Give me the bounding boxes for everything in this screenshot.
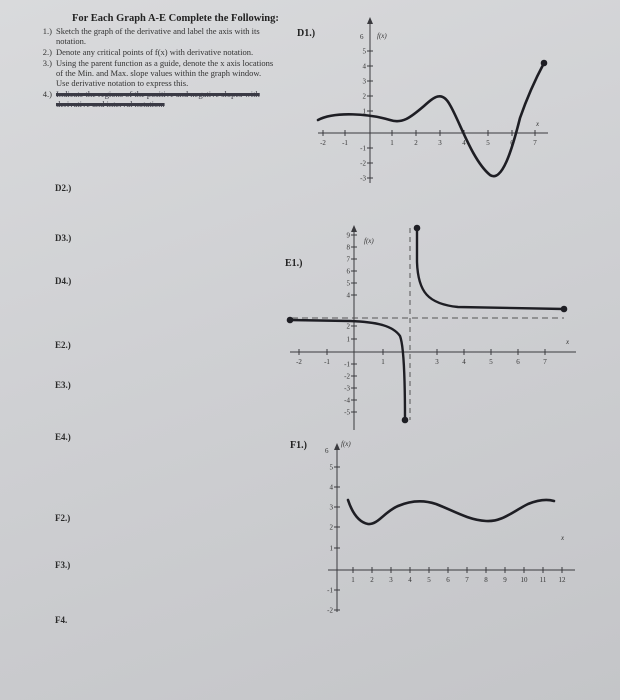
e1-y-tick-label: -4 xyxy=(344,396,350,405)
e1-x-tick-label: 7 xyxy=(543,358,547,366)
d1-y-tick-label: 1 xyxy=(362,107,366,116)
d1-y-tick-label: 2 xyxy=(362,92,366,101)
d1-curve xyxy=(318,63,544,176)
e1-y-tick-label: 6 xyxy=(346,267,350,276)
e1-y-arrow-icon xyxy=(351,225,357,232)
e1-y-tick-label: 4 xyxy=(346,291,350,300)
f1-x-tick-label: 10 xyxy=(520,576,528,584)
graph-d1 xyxy=(318,17,548,183)
instruction-text: Using the parent function as a guide, denote the x axis locations of the Min. and Max. slope values within the graph window. Use derivative notation to express this. xyxy=(56,58,274,88)
instruction-text: Sketch the graph of the derivative and label the axis with its notation. xyxy=(56,26,260,46)
f1-x-tick-label: 2 xyxy=(370,576,374,584)
f1-x-tick-label: 12 xyxy=(558,576,566,584)
f1-function-label: f(x) xyxy=(341,440,351,448)
f1-x-tick-label: 7 xyxy=(465,576,469,584)
instruction-text: Indicate the regions of the positive and negative slopes with derivative and interval notation. xyxy=(56,89,260,109)
e1-y-tick-label: 2 xyxy=(346,322,350,331)
f1-x-tick-label: 8 xyxy=(484,576,488,584)
d1-endpoint xyxy=(541,60,548,67)
answer-label-d4: D4.) xyxy=(55,276,72,286)
answer-label-d3: D3.) xyxy=(55,233,72,243)
e1-x-tick-label: 4 xyxy=(462,358,466,366)
f1-x-tick-label: 1 xyxy=(351,576,355,584)
d1-x-tick-label: -1 xyxy=(342,139,348,147)
d1-y-tick-label: -3 xyxy=(360,174,366,183)
e1-x-tick-label: 6 xyxy=(516,358,520,366)
f1-x-tick-label: 3 xyxy=(389,576,393,584)
answer-label-e4: E4.) xyxy=(55,432,71,442)
d1-y-tick-label: 4 xyxy=(362,62,366,71)
f1-x-tick-label: 11 xyxy=(539,576,547,584)
worksheet-title: For Each Graph A-E Complete the Following: xyxy=(72,13,279,24)
answer-label-f3: F3.) xyxy=(55,560,71,570)
f1-y-ticks xyxy=(327,464,340,615)
e1-left-endpoint xyxy=(287,317,294,324)
f1-x-tick-label: 6 xyxy=(446,576,450,584)
graph-label-d1: D1.) xyxy=(297,28,316,39)
e1-y-tick-label: 1 xyxy=(346,335,350,344)
f1-y-tick-label: 3 xyxy=(329,503,333,512)
answer-label-f4: F4. xyxy=(55,615,68,625)
answer-label-d2: D2.) xyxy=(55,183,72,193)
instruction-number: 4.) xyxy=(42,89,52,99)
graph-label-e1: E1.) xyxy=(285,258,303,269)
e1-y-tick-label: -2 xyxy=(344,372,350,381)
f1-y-arrow-icon xyxy=(334,443,340,450)
e1-x-tick-label: 1 xyxy=(381,358,385,366)
d1-x-tick-label: 6 xyxy=(510,139,514,147)
d1-y-tick-label: 5 xyxy=(362,47,366,56)
answer-label-f2: F2.) xyxy=(55,513,71,523)
e1-x-tick-label: -2 xyxy=(296,358,302,366)
e1-y-ticks xyxy=(344,232,357,417)
f1-y-tick-label: -2 xyxy=(327,606,333,615)
f1-x-tick-label: 4 xyxy=(408,576,412,584)
instruction-text: Denote any critical points of f(x) with derivative notation. xyxy=(56,47,254,57)
graph-e1 xyxy=(287,225,576,430)
f1-x-axis-label: x xyxy=(561,534,565,542)
answer-label-e2: E2.) xyxy=(55,340,71,350)
e1-x-tick-label: 3 xyxy=(435,358,439,366)
f1-y-tick-label: -1 xyxy=(327,586,333,595)
instruction-number: 2.) xyxy=(42,47,52,57)
e1-y-tick-label: -3 xyxy=(344,384,350,393)
f1-y-tick-label: 1 xyxy=(329,544,333,553)
e1-y-tick-label: 7 xyxy=(346,255,350,264)
f1-x-tick-label: 9 xyxy=(503,576,507,584)
instruction-number: 1.) xyxy=(42,26,52,36)
d1-y-tick-label: -2 xyxy=(360,159,366,168)
e1-x-axis-label: x xyxy=(566,338,570,346)
d1-x-tick-label: 4 xyxy=(462,139,466,147)
d1-x-tick-label: 3 xyxy=(438,139,442,147)
d1-y-arrow-icon xyxy=(367,17,373,24)
graph-label-f1: F1.) xyxy=(290,440,307,451)
instruction-number: 3.) xyxy=(42,58,52,68)
answer-label-e3: E3.) xyxy=(55,380,71,390)
d1-x-tick-label: -2 xyxy=(320,139,326,147)
d1-x-tick-label: 2 xyxy=(414,139,418,147)
d1-y-tick-label: 3 xyxy=(362,77,366,86)
e1-y-tick-label: 8 xyxy=(346,243,350,252)
e1-right-branch xyxy=(417,228,564,309)
e1-y-tick-label: 5 xyxy=(346,279,350,288)
e1-x-tick-label: 5 xyxy=(489,358,493,366)
f1-y-tick-label: 5 xyxy=(329,463,333,472)
d1-x-tick-label: 7 xyxy=(533,139,537,147)
d1-x-axis-label: x xyxy=(536,120,540,128)
e1-right-endpoint xyxy=(561,306,568,313)
f1-y-tick-label: 4 xyxy=(329,483,333,492)
d1-x-tick-label: 5 xyxy=(486,139,490,147)
d1-function-label: f(x) xyxy=(377,32,387,40)
e1-function-label: f(x) xyxy=(364,237,374,245)
graph-f1 xyxy=(325,440,575,615)
f1-curve xyxy=(348,500,554,524)
e1-y-tick-label: 9 xyxy=(346,231,350,240)
f1-x-tick-label: 5 xyxy=(427,576,431,584)
f1-y-tick-label: 2 xyxy=(329,523,333,532)
e1-top-endpoint xyxy=(414,225,421,232)
e1-bottom-endpoint xyxy=(402,417,409,424)
d1-x-tick-label: 1 xyxy=(390,139,394,147)
d1-y-tick-label: -1 xyxy=(360,144,366,153)
e1-y-tick-label: -5 xyxy=(344,408,350,417)
f1-y-top-label: 6 xyxy=(325,447,329,455)
e1-x-tick-label: -1 xyxy=(324,358,330,366)
e1-y-tick-label: -1 xyxy=(344,360,350,369)
d1-y-top-label: 6 xyxy=(360,33,364,41)
